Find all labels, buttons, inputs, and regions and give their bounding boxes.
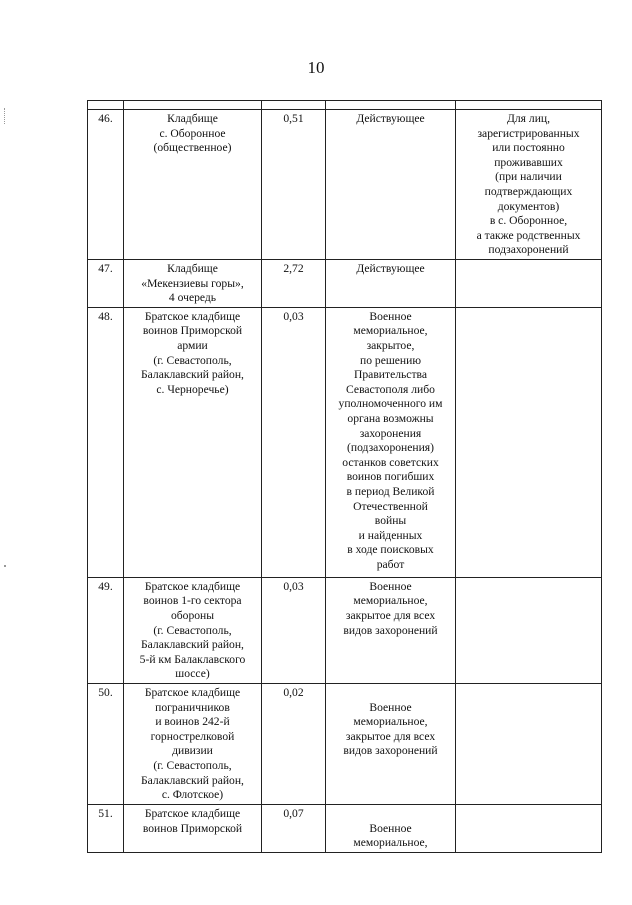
cemetery-note [456,804,602,852]
cemetery-name: Братское кладбище воинов Приморской [124,804,262,852]
cemetery-status: Действующее [326,110,456,260]
cemetery-status: Военное мемориальное, закрытое для всех видов захоронений [326,577,456,683]
cemetery-area: 0,03 [262,307,326,577]
row-number: 51. [88,804,124,852]
cemetery-note [456,307,602,577]
row-number: 46. [88,110,124,260]
cemetery-area: 0,07 [262,804,326,852]
header-cell [88,101,124,110]
cemetery-status: Военное мемориальное, закрытое, по решению Правительства Севастополя либо уполномоченного им органа возможны захоронения (подзахоронения) останков советских воинов погибших в период Великой Отечественной войны и найденных в ходе поисковых работ [326,307,456,577]
row-number: 49. [88,577,124,683]
cemetery-name: Братское кладбище пограничников и воинов 242-й горнострелковой дивизии (г. Севастополь, Балаклавский район, с. Флотское) [124,683,262,804]
table-header-row [88,101,602,110]
cemetery-status: Военное мемориальное, закрытое для всех видов захоронений [326,683,456,804]
row-number: 47. [88,260,124,308]
margin-scan-dot [4,565,6,567]
table-row [88,307,602,577]
header-cell [326,101,456,110]
cemetery-note: Для лиц, зарегистрированных или постоянно проживавших (при наличии подтверждающих документов) в с. Оборонное, а также родственных подзахоронений [456,110,602,260]
cemetery-note [456,683,602,804]
cemetery-note [456,260,602,308]
margin-scan-mark [4,108,6,124]
table-row [88,110,602,260]
table-row [88,683,602,804]
table-row [88,577,602,683]
table-row [88,260,602,308]
cemetery-status: Военное мемориальное, [326,804,456,852]
cemetery-note [456,577,602,683]
cemetery-area: 0,02 [262,683,326,804]
cemetery-name: Братское кладбище воинов Приморской армии (г. Севастополь, Балаклавский район, с. Черноречье) [124,307,262,577]
cemetery-name: Кладбище «Мекензиевы горы», 4 очередь [124,260,262,308]
cemetery-area: 2,72 [262,260,326,308]
header-cell [124,101,262,110]
cemetery-area: 0,51 [262,110,326,260]
cemetery-name: Братское кладбище воинов 1-го сектора обороны (г. Севастополь, Балаклавский район, 5-й км Балаклавского шоссе) [124,577,262,683]
cemetery-name: Кладбище с. Оборонное (общественное) [124,110,262,260]
header-cell [456,101,602,110]
row-number: 48. [88,307,124,577]
cemetery-area: 0,03 [262,577,326,683]
cemetery-register-table [87,100,602,853]
header-cell [262,101,326,110]
page-number: 10 [307,58,325,77]
row-number: 50. [88,683,124,804]
table-row [88,804,602,852]
cemetery-status: Действующее [326,260,456,308]
